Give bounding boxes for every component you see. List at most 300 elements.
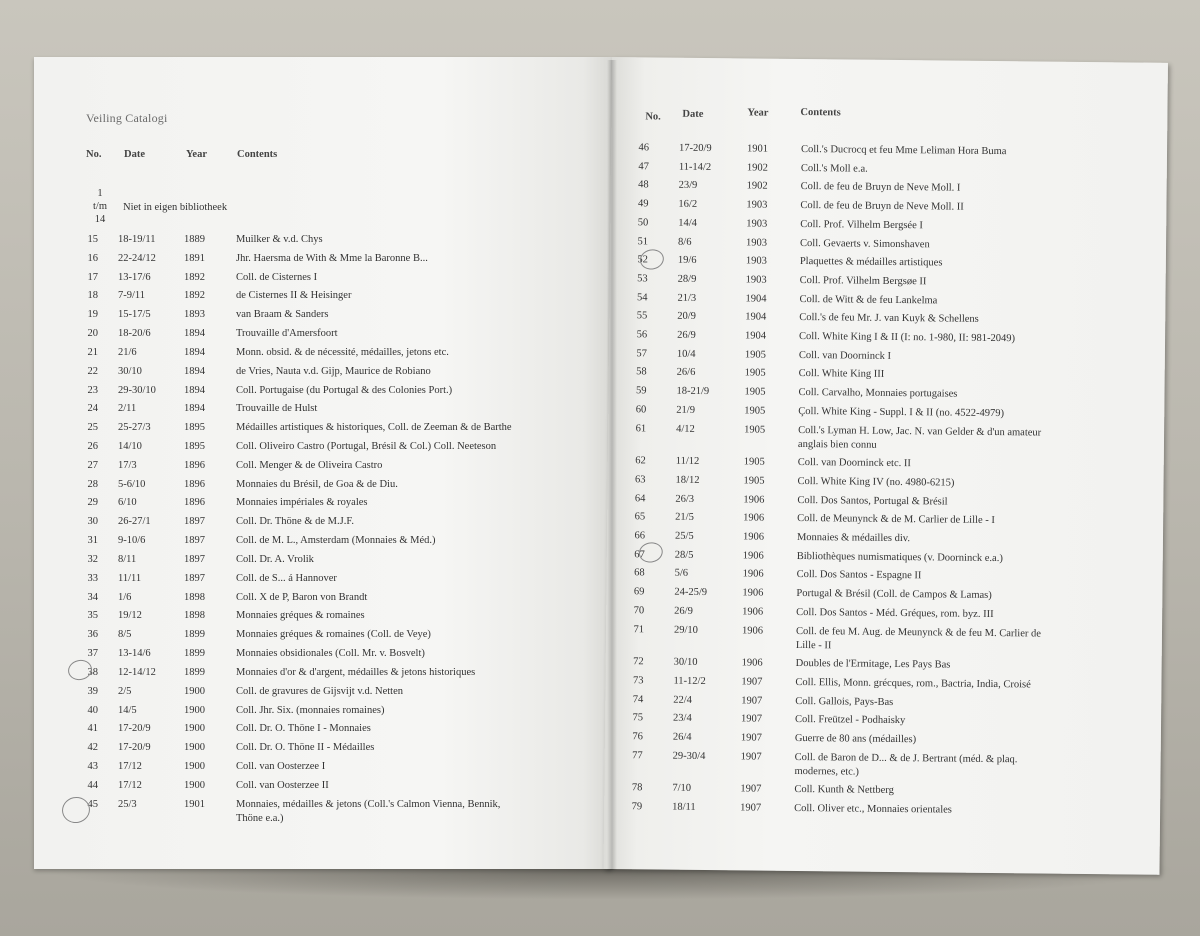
cell-date: 18/11 [672,801,696,814]
cell-year: 1904 [745,330,767,342]
cell-date: 18/12 [675,474,700,486]
cell-contents: Portugal & Brésil (Coll. de Campos & Lamas) [796,588,992,602]
cell-date: 17-20/9 [118,723,151,735]
cell-date: 8/11 [118,553,137,565]
cell-no: 41 [87,723,98,735]
table-row [74,572,594,586]
cell-contents: Coll. van Oosterzee II [236,779,329,791]
header-contents: Contents [800,106,841,119]
cell-no: 52 [637,254,648,266]
left-page [34,57,612,869]
pencil-circle-52 [638,247,665,271]
cell-year: 1906 [742,568,764,581]
cell-date: 21/6 [118,346,137,358]
table-row [622,454,1142,473]
cell-date: 23/4 [673,712,692,725]
cell-contents: Guerre de 80 ans (médailles) [794,732,917,746]
cell-contents: Monnaies d'or & d'argent, médailles & jetons historiques [236,666,476,678]
cell-contents: Coll. Carvalho, Monnaies portugaises [798,387,958,400]
cell-date: 14/10 [118,441,142,453]
cell-contents: Coll. Freützel - Podhaisky [795,714,906,727]
cell-date: 28/9 [677,273,697,285]
cell-year: 1904 [745,311,767,323]
table-row [74,591,594,605]
cell-date: 26/4 [672,731,692,743]
cell-date: 2/5 [118,685,132,697]
table-row [74,515,594,529]
cell-contents: Coll. White King III [798,368,885,381]
table-row [622,422,1142,455]
intro-no-end: 14 [94,214,106,225]
table-row [74,346,594,360]
cell-contents: Coll. de Witt & de feu Lankelma [799,293,938,307]
cell-no: 43 [87,760,98,772]
cell-date: 5/6 [674,568,689,580]
cell-contents: Coll. Dos Santos, Portugal & Brésil [797,494,948,508]
cell-no: 60 [635,404,647,416]
cell-date: 26/9 [674,605,693,617]
table-row [74,760,594,774]
header-no: No. [645,111,661,123]
cell-date: 25/3 [118,798,137,810]
cell-contents: Jhr. Haersma de With & Mme la Baronne B... [236,252,428,264]
table-row [74,647,594,661]
cell-contents: Coll. Dr. A. Vrolik [236,553,314,565]
table-row [74,402,594,416]
cell-year: 1892 [184,271,205,283]
cell-contents: Trouvaille d'Amersfoort [236,328,338,340]
cell-no: 48 [638,179,649,191]
cell-contents: Coll. X de P, Baron von Brandt [236,591,368,603]
cell-no: 28 [87,478,98,490]
cell-date: 30/10 [673,656,698,669]
cell-date: 22/4 [673,694,693,706]
cell-date: 17-20/9 [118,742,151,754]
table-row [74,798,594,826]
table-row [623,291,1143,310]
table-row [74,666,594,680]
cell-no: 31 [87,535,98,547]
cell-year: 1897 [184,553,205,565]
header-no: No. [86,149,102,160]
cell-no: 19 [87,309,98,321]
cell-year: 1906 [742,606,764,618]
cell-year: 1907 [740,732,762,744]
cell-year: 1898 [184,591,205,603]
cell-no: 38 [87,666,98,678]
cell-contents-continued: modernes, etc.) [794,765,860,778]
cell-year: 1894 [184,328,205,340]
cell-year: 1901 [184,798,205,810]
cell-contents: Çoll. White King - Suppl. I & II (no. 4522-4979) [798,405,1005,419]
cell-no: 66 [634,530,646,542]
intro-number-range [90,187,110,226]
cell-no: 50 [637,217,649,229]
table-row [619,711,1139,730]
cell-year: 1894 [184,403,205,415]
cell-date: 29-30/10 [118,384,156,396]
cell-date: 24-25/9 [674,586,708,599]
table-row [74,327,594,341]
cell-year: 1907 [740,802,762,814]
cell-contents: de Vries, Nauta v.d. Gijp, Maurice de Robiano [236,365,431,377]
cell-no: 18 [87,290,98,302]
cell-date: 29/10 [673,624,698,636]
cell-date: 12-14/12 [118,666,156,678]
cell-contents: Coll. de feu M. Aug. de Meunynck & de feu M. Carlier de [795,625,1041,640]
table-row [618,800,1138,819]
cell-date: 10/4 [676,348,696,360]
cell-date: 18-20/6 [118,328,151,340]
cell-year: 1905 [744,367,766,380]
cell-year: 1906 [743,512,765,524]
cell-date: 15-17/5 [118,309,151,321]
cell-date: 21/9 [676,404,696,416]
cell-no: 79 [631,801,643,813]
table-row [624,197,1144,216]
cell-year: 1899 [184,666,205,678]
cell-contents: Monnaies du Brésil, de Goa & de Diu. [236,478,398,490]
cell-contents: Coll. de Cisternes I [236,271,318,283]
cell-contents: Coll. Kunth & Nettberg [794,784,894,797]
cell-contents: Coll. de Meunynck & de M. Carlier de Lille - I [797,513,995,527]
cell-year: 1897 [184,535,205,547]
intro-text: Niet in eigen bibliotheek [123,202,228,213]
cell-no: 68 [634,567,645,579]
cell-date: 26/6 [676,367,696,379]
header-year: Year [747,107,769,119]
header-date: Date [124,149,145,160]
cell-year: 1906 [742,587,764,599]
cell-contents-continued: Lille - II [795,639,832,651]
cell-contents: Monn. obsid. & de nécessité, médailles, jetons etc. [236,346,449,358]
cell-year: 1906 [743,493,765,506]
cell-year: 1899 [184,629,205,641]
table-row [74,534,594,548]
cell-year: 1903 [745,274,767,286]
cell-year: 1903 [745,255,767,267]
cell-date: 7/10 [672,783,692,795]
cell-year: 1900 [184,704,205,716]
cell-contents: Coll. de M. L., Amsterdam (Monnaies & Méd.) [236,535,436,547]
cell-no: 59 [635,385,647,397]
cell-contents: Coll. Ellis, Monn. grécques, rom., Bactria, India, Croisé [795,676,1031,691]
cell-year: 1907 [741,676,763,688]
table-row [621,473,1141,492]
cell-date: 23/9 [678,180,698,192]
table-row [74,779,594,793]
cell-contents: van Braam & Sanders [236,309,329,321]
cell-year: 1905 [744,386,766,398]
cell-date: 13-17/6 [118,271,151,283]
table-row [621,510,1141,529]
table-row [74,289,594,303]
cell-year: 1903 [746,218,768,230]
cell-year: 1898 [184,610,205,622]
cell-no: 57 [636,347,647,360]
cell-contents: Coll. Prof. Vilhelm Bergsøe II [799,274,927,288]
cell-no: 65 [634,511,646,523]
table-row [74,365,594,379]
cell-no: 53 [637,273,648,285]
right-page [603,57,1167,875]
table-row [618,781,1138,800]
cell-date: 30/10 [118,365,142,377]
cell-contents: Coll. de Baron de D... & de J. Bertrant (méd. & plaq. [794,751,1018,765]
cell-no: 45 [87,798,98,810]
running-title: Veiling Catalogi [86,111,168,125]
table-row [620,655,1140,674]
cell-contents-continued: anglais bien connu [797,438,877,451]
cell-no: 17 [87,271,98,283]
cell-date: 8/5 [118,629,132,641]
cell-date: 21/3 [677,292,697,304]
cell-no: 36 [87,629,98,641]
table-row [74,704,594,718]
cell-contents-continued: Thöne e.a.) [236,812,284,824]
cell-date: 17/3 [118,459,137,471]
cell-year: 1899 [184,648,205,660]
header-contents: Contents [237,149,278,160]
table-row [74,252,594,266]
table-row [622,384,1142,403]
cell-date: 26-27/1 [118,516,151,528]
cell-contents: Coll. Dr. O. Thöne I - Monnaies [236,723,371,735]
cell-year: 1897 [184,516,205,528]
cell-year: 1905 [744,349,766,361]
cell-no: 15 [87,234,98,245]
cell-date: 22-24/12 [118,252,156,264]
cell-no: 72 [633,656,644,668]
cell-date: 14/4 [678,217,697,229]
cell-contents: Muilker & v.d. Chys [236,234,323,245]
cell-date: 5-6/10 [118,478,146,490]
cell-date: 6/10 [118,497,137,509]
cell-contents: Coll. Dos Santos - Espagne II [796,569,922,582]
table-row [624,272,1144,291]
header-year: Year [186,149,207,160]
cell-no: 35 [87,610,98,622]
table-row [74,685,594,699]
cell-date: 11/11 [118,572,142,584]
cell-contents: Monnaies impériales & royales [236,497,368,509]
cell-contents: Coll.'s de feu Mr. J. van Kuyk & Schellens [799,312,979,326]
cell-year: 1896 [184,478,205,490]
cell-contents: Monnaies gréques & romaines [236,610,365,622]
cell-contents: Coll. Portugaise (du Portugal & des Colonies Port.) [236,384,453,396]
cell-date: 7-9/11 [118,290,146,302]
cell-date: 17-20/9 [678,142,712,155]
cell-year: 1895 [184,441,205,453]
cell-no: 74 [632,693,644,705]
cell-date: 13-14/6 [118,648,151,660]
cell-contents: Coll.'s Lyman H. Low, Jac. N. van Gelder & d'un amateur [798,424,1042,439]
table-row [74,271,594,285]
cell-year: 1903 [746,236,768,249]
cell-date: 18-19/11 [118,234,156,245]
cell-year: 1895 [184,422,205,434]
cell-no: 27 [87,459,98,471]
cell-no: 20 [87,328,98,340]
cell-no: 58 [636,366,647,378]
cell-contents: Coll. de feu de Bruyn de Neve Moll. II [800,200,964,213]
cell-contents: de Cisternes II & Heisinger [236,290,352,302]
cell-contents: Coll. van Oosterzee I [236,760,326,772]
cell-year: 1900 [184,760,205,772]
cell-year: 1894 [184,365,205,377]
cell-no: 32 [87,553,98,565]
table-row [623,347,1143,366]
cell-no: 29 [87,497,98,509]
table-row [74,553,594,567]
table-row [621,529,1141,548]
table-row [621,567,1141,586]
intro-no-tm: t/m [92,201,107,212]
cell-year: 1905 [744,423,766,436]
cell-year: 1901 [746,143,769,155]
table-row [619,693,1139,712]
cell-contents: Monnaies obsidionales (Coll. Mr. v. Bosvelt) [236,648,425,660]
cell-no: 69 [633,586,645,598]
cell-no: 22 [87,365,98,377]
table-row [624,253,1144,272]
table-row [618,749,1138,782]
cell-contents: Coll. Jhr. Six. (monnaies romaines) [236,704,385,716]
table-row [74,628,594,642]
cell-no: 71 [633,623,645,635]
cell-contents: Coll. de feu de Bruyn de Neve Moll. I [800,181,961,195]
cell-year: 1906 [742,531,765,543]
cell-no: 54 [636,291,648,303]
cell-year: 1897 [184,572,205,584]
cell-date: 11-12/2 [673,675,706,687]
cell-contents: Doubles de l'Ermitage, Les Pays Bas [795,658,951,671]
cell-date: 11/12 [675,455,700,468]
cell-contents: Coll. de gravures de Gijsvijt v.d. Netten [236,685,403,697]
cell-contents: Monnaies, médailles & jetons (Coll.'s Calmon Vienna, Bennik, [236,798,501,810]
cell-date: 9-10/6 [118,535,146,547]
table-row [74,496,594,510]
cell-year: 1889 [184,234,205,245]
table-row [74,741,594,755]
table-row [619,730,1139,749]
cell-no: 64 [634,492,646,504]
table-row [620,585,1140,604]
cell-contents: Coll.'s Ducrocq et feu Mme Leliman Hora Buma [800,143,1007,158]
cell-year: 1907 [740,783,762,795]
cell-year: 1892 [184,290,205,302]
cell-year: 1900 [184,723,205,735]
table-row [619,674,1139,693]
book-gutter [607,60,617,870]
table-row [623,309,1143,328]
cell-date: 1/6 [118,591,132,603]
cell-no: 55 [636,310,648,322]
cell-date: 17/12 [118,760,142,772]
cell-no: 47 [638,160,649,173]
cell-no: 46 [638,142,650,154]
cell-contents: Coll. Gevaerts v. Simonshaven [800,237,930,250]
intro-no-start: 1 [97,188,103,199]
cell-contents: Coll. Menger & de Oliveira Castro [236,459,383,471]
table-row [625,160,1145,179]
table-row [74,384,594,398]
table-row [621,492,1141,511]
cell-date: 16/2 [678,198,698,210]
cell-year: 1894 [184,384,205,396]
cell-no: 39 [87,685,98,697]
cell-no: 16 [87,252,98,264]
cell-no: 23 [87,384,98,396]
cell-contents: Coll. Dr. O. Thöne II - Médailles [236,742,375,754]
cell-year: 1907 [740,751,762,763]
cell-contents: Coll. Gallois, Pays-Bas [795,695,894,708]
cell-contents: Coll. de S... á Hannover [236,572,337,584]
table-row [620,623,1140,656]
table-row [74,459,594,473]
cell-date: 19/6 [677,254,697,267]
cell-date: 19/12 [118,610,142,622]
cell-no: 25 [87,422,98,434]
cell-year: 1891 [184,252,205,264]
cell-contents: Coll. Oliver etc., Monnaies orientales [794,803,952,816]
cell-year: 1903 [746,199,768,211]
cell-year: 1896 [184,497,205,509]
cell-date: 28/5 [674,549,694,561]
cell-contents: Bibliothèques numismatiques (v. Doorninck e.a.) [796,550,1003,564]
cell-no: 49 [637,198,649,210]
cell-date: 21/5 [675,511,694,524]
cell-date: 29-30/4 [672,750,706,762]
cell-contents: Trouvaille de Hulst [236,403,318,415]
cell-no: 21 [87,346,98,358]
cell-contents: Coll. Oliveiro Castro (Portugal, Brésil & Col.) Coll. Neeteson [236,441,497,453]
cell-no: 26 [87,441,98,453]
cell-date: 26/9 [677,329,696,341]
cell-no: 56 [636,329,648,341]
cell-contents: Coll. Prof. Vilhelm Bergsée I [800,218,923,232]
cell-year: 1905 [743,475,765,487]
table-row [620,604,1140,623]
table-row [74,233,594,247]
cell-no: 51 [637,235,649,247]
cell-no: 37 [87,648,98,660]
cell-date: 17/12 [118,779,142,791]
cell-date: 4/12 [676,423,695,435]
table-row [624,235,1144,254]
cell-year: 1906 [742,550,764,562]
cell-contents: Coll. Dos Santos - Méd. Gréques, rom. byz. III [796,606,994,620]
cell-date: 11-14/2 [678,161,712,173]
cell-year: 1904 [745,293,767,305]
cell-year: 1893 [184,309,205,321]
cell-year: 1905 [743,456,765,468]
cell-year: 1894 [184,346,205,358]
cell-date: 25/5 [674,530,694,542]
cell-no: 63 [635,474,646,486]
table-row [623,366,1143,385]
cell-no: 24 [87,403,98,415]
cell-no: 73 [632,675,644,687]
cell-contents: Coll.'s Moll e.a. [800,162,868,175]
table-row [622,403,1142,422]
cell-no: 42 [87,742,98,754]
cell-year: 1900 [184,779,205,791]
cell-date: 20/9 [677,310,697,323]
cell-date: 25-27/3 [118,422,151,434]
cell-no: 62 [635,455,646,467]
cell-date: 18-21/9 [676,385,710,398]
